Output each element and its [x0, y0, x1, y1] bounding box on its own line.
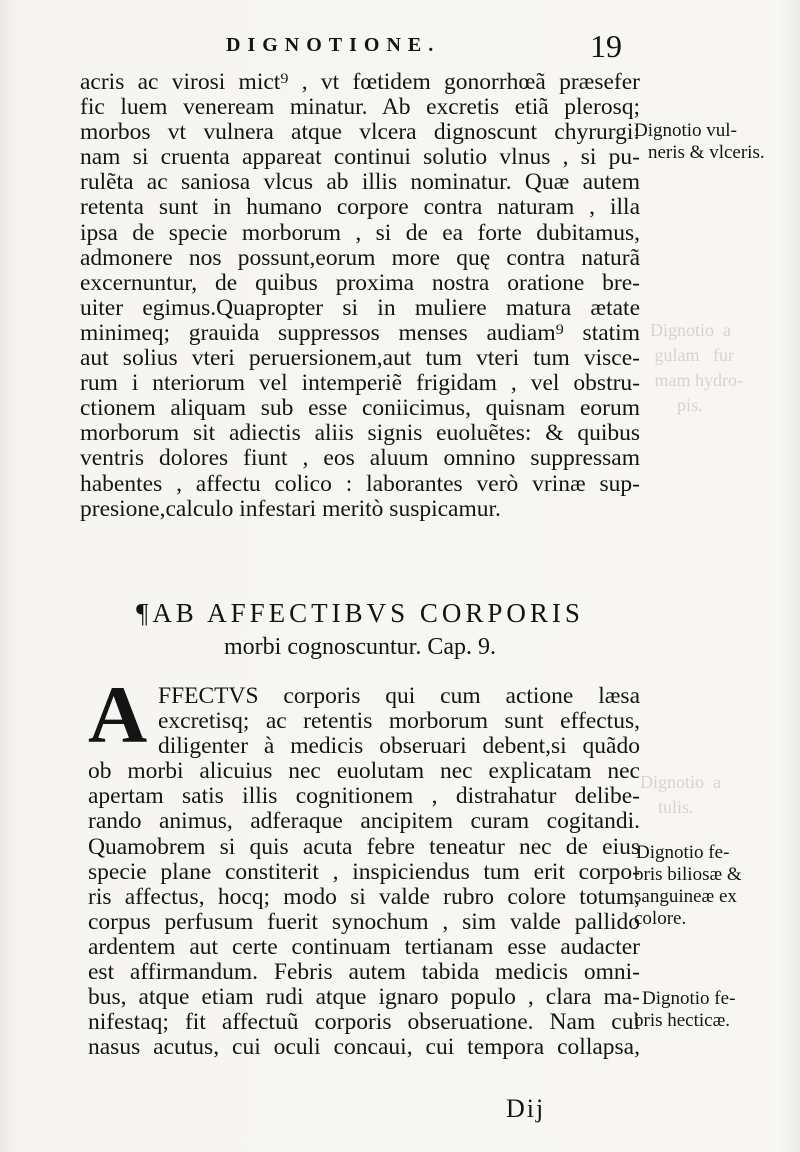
drop-capital: A	[88, 669, 148, 760]
margin-note-line: sanguineæ ex	[634, 886, 737, 907]
page-header	[0, 28, 800, 68]
show-through-text: Dignotio a gulam fur mam hydro- pis.	[650, 320, 743, 415]
text-line: uiter egimus.Quapropter si in muliere matura ætate	[80, 294, 640, 321]
text-line: morborum sit adiectis aliis signis euoluẽtes: & quibus	[80, 420, 640, 447]
text-line: specie plane constiterit , inspiciendus tum erit corpo-	[88, 858, 640, 885]
text-line: ob morbi alicuius nec euolutam nec explicatam nec	[88, 758, 640, 785]
text-line: ipsa de specie morborum , si de ea forte dubitamus,	[80, 219, 640, 246]
text-line: retenta sunt in humano corpore contra naturam , illa	[80, 194, 640, 221]
text-line: fic luem veneream minatur. Ab excretis etiã plerosq;	[80, 94, 640, 121]
margin-note-line: Dignotio fe-	[636, 842, 730, 863]
chapter-heading	[80, 596, 640, 664]
body-paragraph	[80, 70, 640, 522]
text-line: est affirmandum. Febris autem tabida medicis omni-	[88, 959, 640, 986]
text-line: ctionem aliquam sub esse coniicimus, quisnam eorum	[80, 395, 640, 422]
margin-note-bilious-fever	[634, 842, 794, 930]
text-line: minimeq; grauida suppressos menses audiam⁹ statim	[80, 319, 640, 346]
text-line: admonere nos possunt,eorum more quę contra naturã	[80, 244, 640, 271]
text-line: ris affectus, hocq; modo si valde rubro colore totum,	[88, 883, 640, 910]
chapter-paragraph	[88, 684, 640, 1060]
margin-note-line: neris & vlceris.	[648, 142, 765, 163]
text-line: rulẽta ac saniosa vlcus ab illis nominatur. Quæ autem	[80, 169, 640, 196]
text-line: apertam satis illis cognitionem , distrahatur delibe-	[88, 783, 640, 810]
show-through-text: Dignotio a tulis.	[640, 772, 721, 817]
text-line: excretisq; ac retentis morborum sunt effectus,	[158, 708, 640, 735]
text-line: aut solius vteri peruersionem,aut tum vteri tum visce-	[80, 345, 640, 372]
text-line: corpus perfusum fuerit synochum , sim valde pallido	[88, 908, 640, 935]
text-line: rando animus, adferaque ancipitem curam cogitandi.	[88, 808, 640, 835]
text-line: ventris dolores fiunt , eos aluum omnino suppressam	[80, 445, 640, 472]
text-line: ardentem aut certe continuam tertianam esse audacter	[88, 933, 640, 960]
text-line: nifestaq; fit affectuũ corporis obseruatione. Nam cui	[88, 1009, 640, 1036]
chapter-subtitle: morbi cognoscuntur. Cap. 9.	[224, 634, 496, 660]
text-line: Quamobrem si quis acuta febre teneatur nec de eius	[88, 833, 640, 860]
text-line: morbos vt vulnera atque vlcera dignoscunt chyrurgi:	[80, 119, 640, 146]
margin-note-hectic-fever	[634, 988, 794, 1032]
text-line: nasus acutus, cui oculi concaui, cui tempora collapsa,	[88, 1034, 640, 1061]
catchword-signature: Dij	[506, 1094, 546, 1123]
margin-note-line: Dignotio vul-	[634, 120, 737, 141]
text-line: acris ac virosi mict⁹ , vt fœtidem gonorrhœã præsefer	[80, 69, 640, 95]
running-title: DIGNOTIONE.	[226, 34, 441, 56]
margin-note-line: bris hecticæ.	[634, 1010, 731, 1031]
chapter-title: ¶AB AFFECTIBVS CORPORIS	[136, 598, 584, 628]
text-line: habentes , affectu colico : laborantes verò vrinæ sup-	[80, 470, 640, 497]
page-number: 19	[590, 28, 622, 64]
text-line: presione,calculo infestari meritò suspicamur.	[80, 495, 501, 522]
margin-note-line: colore.	[634, 908, 687, 929]
text-line: rum i nteriorum vel intemperiẽ frigidam , vel obstru-	[80, 370, 640, 397]
text-line: FFECTVS corporis qui cum actione læsa	[158, 683, 640, 709]
text-line: excernuntur, de quibus proxima nostra oratione bre-	[80, 269, 640, 296]
margin-note-line: bris biliosæ &	[634, 864, 742, 885]
margin-note-line: Dignotio fe-	[642, 988, 736, 1009]
text-line: bus, atque etiam rudi atque ignaro populo , clara ma-	[88, 984, 640, 1011]
text-line: diligenter à medicis obseruari debent,si quãdo	[158, 733, 640, 760]
text-line: nam si cruenta appareat continui solutio vlnus , si pu-	[80, 144, 640, 171]
margin-note-wound-ulcer	[634, 120, 794, 164]
